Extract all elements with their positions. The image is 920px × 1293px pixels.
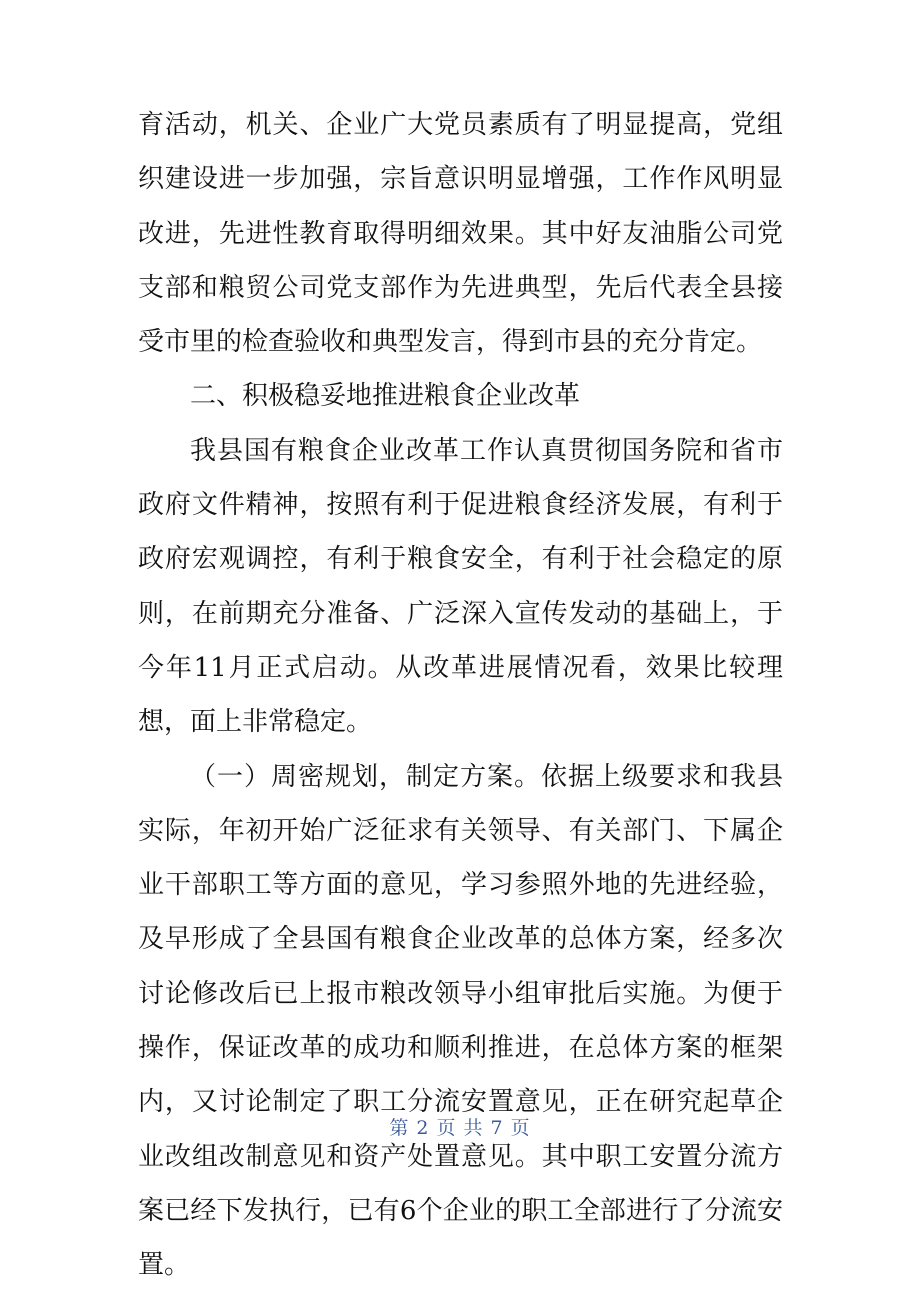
page-footer: [0, 1113, 920, 1140]
section-heading-2: 二、积极稳妥地推进粮食企业改革: [190, 381, 581, 412]
paragraph-3: 我县国有粮食企业改革工作认真贯彻国务院和省市政府文件精神，按照有利于促进粮食经济发展，有利于政府宏观调控，有利于粮食安全，有利于社会稳定的原则，在前期充分准备、广泛深入宣传发动的基础上，于今年11月正式启动。从改革进展情况看，效果比较理想，面上非常稳定。: [138, 435, 783, 738]
paragraph-1: 育活动，机关、企业广大党员素质有了明显提高，党组织建设进一步加强，宗旨意识明显增强，工作作风明显改进，先进性教育取得明细效果。其中好友油脂公司党支部和粮贸公司党支部作为先进典型，先后代表全县接受市里的检查验收和典型发言，得到市县的充分肯定。: [138, 110, 783, 358]
paragraph-4: （一）周密规划，制定方案。依据上级要求和我县实际，年初开始广泛征求有关领导、有关部门、下属企业干部职工等方面的意见，学习参照外地的先进经验，及早形成了全县国有粮食企业改革的总体方案，经多次讨论修改后已上报市粮改领导小组审批后实施。为便于操作，保证改革的成功和顺利推进，在总体方案的框架内，又讨论制定了职工分流安置意见，正在研究起草企业改组改制意见和资产处置意见。其中职工安置分流方案已经下发执行，已有6个企业的职工全部进行了分流安置。: [138, 761, 783, 1281]
page-number: 第 2 页 共 7 页: [389, 1117, 531, 1139]
